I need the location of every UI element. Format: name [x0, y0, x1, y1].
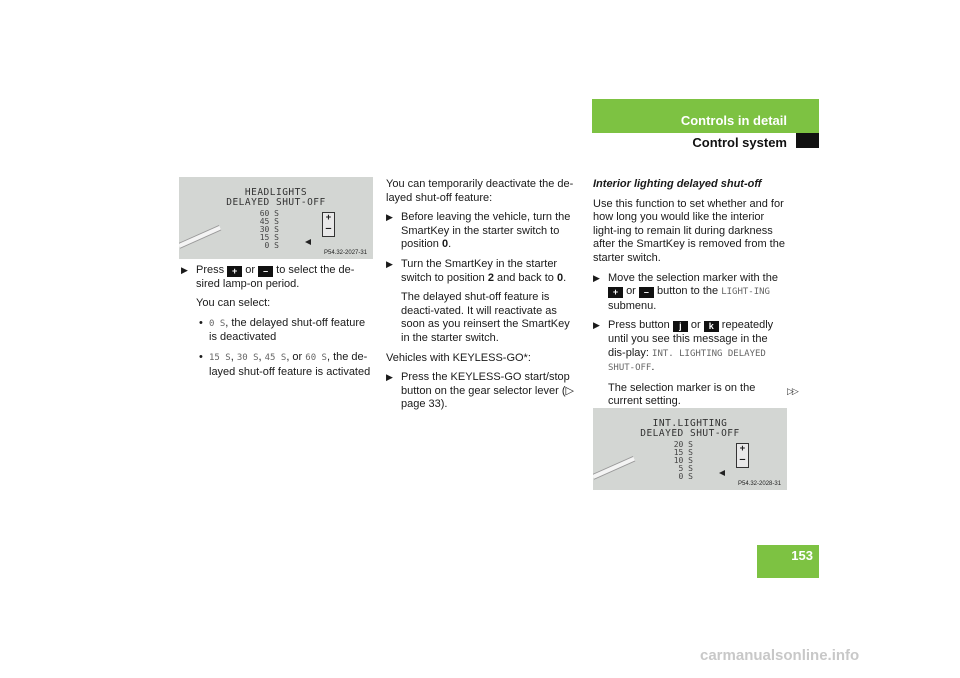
lcd-text: 45 S	[264, 352, 287, 363]
fig2-minus-sign: –	[739, 455, 746, 465]
step-keyless-button	[386, 371, 580, 412]
reactivate-note: The delayed shut-off feature is deacti-vated. It will reactivate as soon as you reinsert the SmartKey in the starter switch.	[401, 291, 570, 344]
text: , the delayed shut-off feature is deactivated	[209, 316, 366, 344]
marker-note: The selection marker is on the current setting.	[608, 381, 756, 408]
fig1-option: 30 S	[259, 225, 279, 234]
fig2-title-line1: INT.LIGHTING	[652, 418, 728, 429]
option-bullet-activated: • 15 S, 30 S, 45 S, or 60 S, the de-layed shut-off feature is activated	[199, 350, 371, 378]
down-key-icon: k	[704, 321, 719, 332]
up-key-icon: j	[673, 321, 688, 332]
fig1-title-line2: DELAYED SHUT-OFF	[226, 197, 326, 208]
text: or	[245, 264, 256, 276]
step-arrow-icon: ▶	[593, 320, 600, 331]
step-press-button: ▶ Press button j or k repeatedly until you see this message in the dis-play: INT. LIGHTING DELAYED SHUT-OFF.	[593, 319, 774, 374]
bullet-icon: •	[199, 350, 203, 363]
keyless-label: Vehicles with KEYLESS-GO*:	[386, 351, 531, 364]
bullet-icon: •	[199, 316, 203, 329]
plus-key-icon: +	[227, 266, 242, 277]
step-turn-and-back: ▶ Turn the SmartKey in the starter switch to position 2 and back to 0.	[386, 257, 567, 284]
display-figure-headlights	[179, 177, 373, 259]
fig1-option: 0 S	[264, 241, 279, 250]
intro-text: Use this function to set whether and for how long you would like the interior light-ing to remain lit during darkness after the SmartKey is removed from the starter switch.	[593, 197, 785, 264]
fig2-option: 20 S	[673, 440, 693, 449]
lcd-text: 0 S	[209, 318, 226, 329]
column-3	[593, 178, 787, 415]
section-heading: Interior lighting delayed shut-off	[593, 178, 762, 190]
fig1-option: 45 S	[259, 217, 279, 226]
text: and back to	[497, 271, 554, 284]
fig2-selection-marker-icon	[719, 470, 725, 476]
step-turn-smartkey: ▶ Before leaving the vehicle, turn the SmartKey in the starter switch to position 0.	[386, 211, 571, 251]
step-arrow-icon: ▶	[386, 212, 393, 223]
step-select-period	[181, 264, 375, 291]
fig1-ref: P54.32-2027-31	[324, 250, 368, 256]
position-value: 0	[441, 238, 449, 251]
lcd-text: 30 S	[236, 352, 259, 363]
fig2-option: 0 S	[678, 472, 693, 481]
step-arrow-icon: ▶	[386, 258, 393, 269]
fig1-minus-sign: –	[325, 224, 332, 234]
position-value: 2	[487, 271, 494, 284]
fig2-options	[663, 441, 693, 481]
minus-key-icon: –	[639, 287, 654, 298]
plus-key-icon: +	[608, 287, 623, 298]
select-label: You can select:	[196, 297, 271, 310]
fig2-plus-sign: +	[739, 444, 746, 454]
text: submenu.	[608, 299, 657, 312]
text: Press	[196, 264, 225, 276]
section-title: Control system	[692, 135, 787, 150]
text: Move the selection marker with the	[608, 271, 778, 284]
fig2-option: 15 S	[673, 448, 693, 457]
chapter-title: Controls in detail	[680, 113, 787, 128]
text: Turn the SmartKey in the starter switch to position	[401, 257, 558, 284]
fig1-plus-sign: +	[325, 213, 332, 223]
section-marker	[796, 133, 819, 148]
display-figure-interior-lighting	[593, 408, 787, 490]
fig1-selection-marker-icon	[305, 239, 311, 245]
text: repeatedly until you see this message in the dis-play:	[608, 319, 774, 359]
step-move-marker	[593, 272, 787, 314]
intro-text: You can temporarily deactivate the de-layed shut-off feature:	[386, 178, 574, 204]
fig2-pointer-stylus	[593, 456, 635, 480]
fig2-plus-minus-indicator	[736, 443, 749, 468]
step-arrow-icon: ▶	[386, 372, 393, 383]
page-number: 153	[791, 548, 813, 563]
fig2-title-line2: DELAYED SHUT-OFF	[640, 428, 740, 439]
step-arrow-icon: ▶	[593, 272, 600, 283]
text: , or	[286, 350, 303, 363]
step-arrow-icon: ▶	[181, 265, 188, 275]
fig2-option: 10 S	[673, 456, 693, 465]
watermark-footer: carmanualsonline.info	[700, 647, 860, 664]
position-value: 0	[556, 271, 564, 284]
text: Press button	[608, 319, 670, 332]
text: or	[690, 319, 701, 332]
fig1-pointer-stylus	[179, 225, 221, 249]
minus-key-icon: –	[258, 266, 273, 277]
fig1-plus-minus-indicator	[322, 212, 335, 237]
lcd-text: 60 S	[305, 352, 327, 363]
fig1-options	[249, 210, 279, 250]
text: button to the	[656, 285, 719, 298]
text: to select the de-sired lamp-on period.	[196, 264, 355, 290]
continue-arrow-icon: ▷▷	[787, 386, 797, 396]
text: Before leaving the vehicle, turn the SmartKey in the starter switch to position	[401, 211, 571, 251]
fig2-option: 5 S	[678, 464, 693, 473]
option-bullet-deactivated	[196, 317, 375, 345]
column-2	[386, 178, 580, 418]
fig1-title-line1: HEADLIGHTS	[244, 187, 308, 198]
text: Press the KEYLESS-GO start/stop button on the gear selector lever (▷ page 33).	[401, 371, 574, 411]
lcd-text: 15 S	[209, 352, 231, 363]
fig2-ref: P54.32-2028-31	[738, 481, 782, 487]
text: or	[626, 285, 636, 298]
column-1	[181, 264, 375, 385]
lcd-text: LIGHT-ING	[721, 287, 770, 298]
fig1-option: 15 S	[259, 233, 279, 242]
lcd-text: INT. LIGHTING DELAYED SHUT-OFF	[608, 348, 766, 374]
fig1-option: 60 S	[259, 209, 279, 218]
text: , the de-layed shut-off feature is activated	[209, 350, 371, 378]
